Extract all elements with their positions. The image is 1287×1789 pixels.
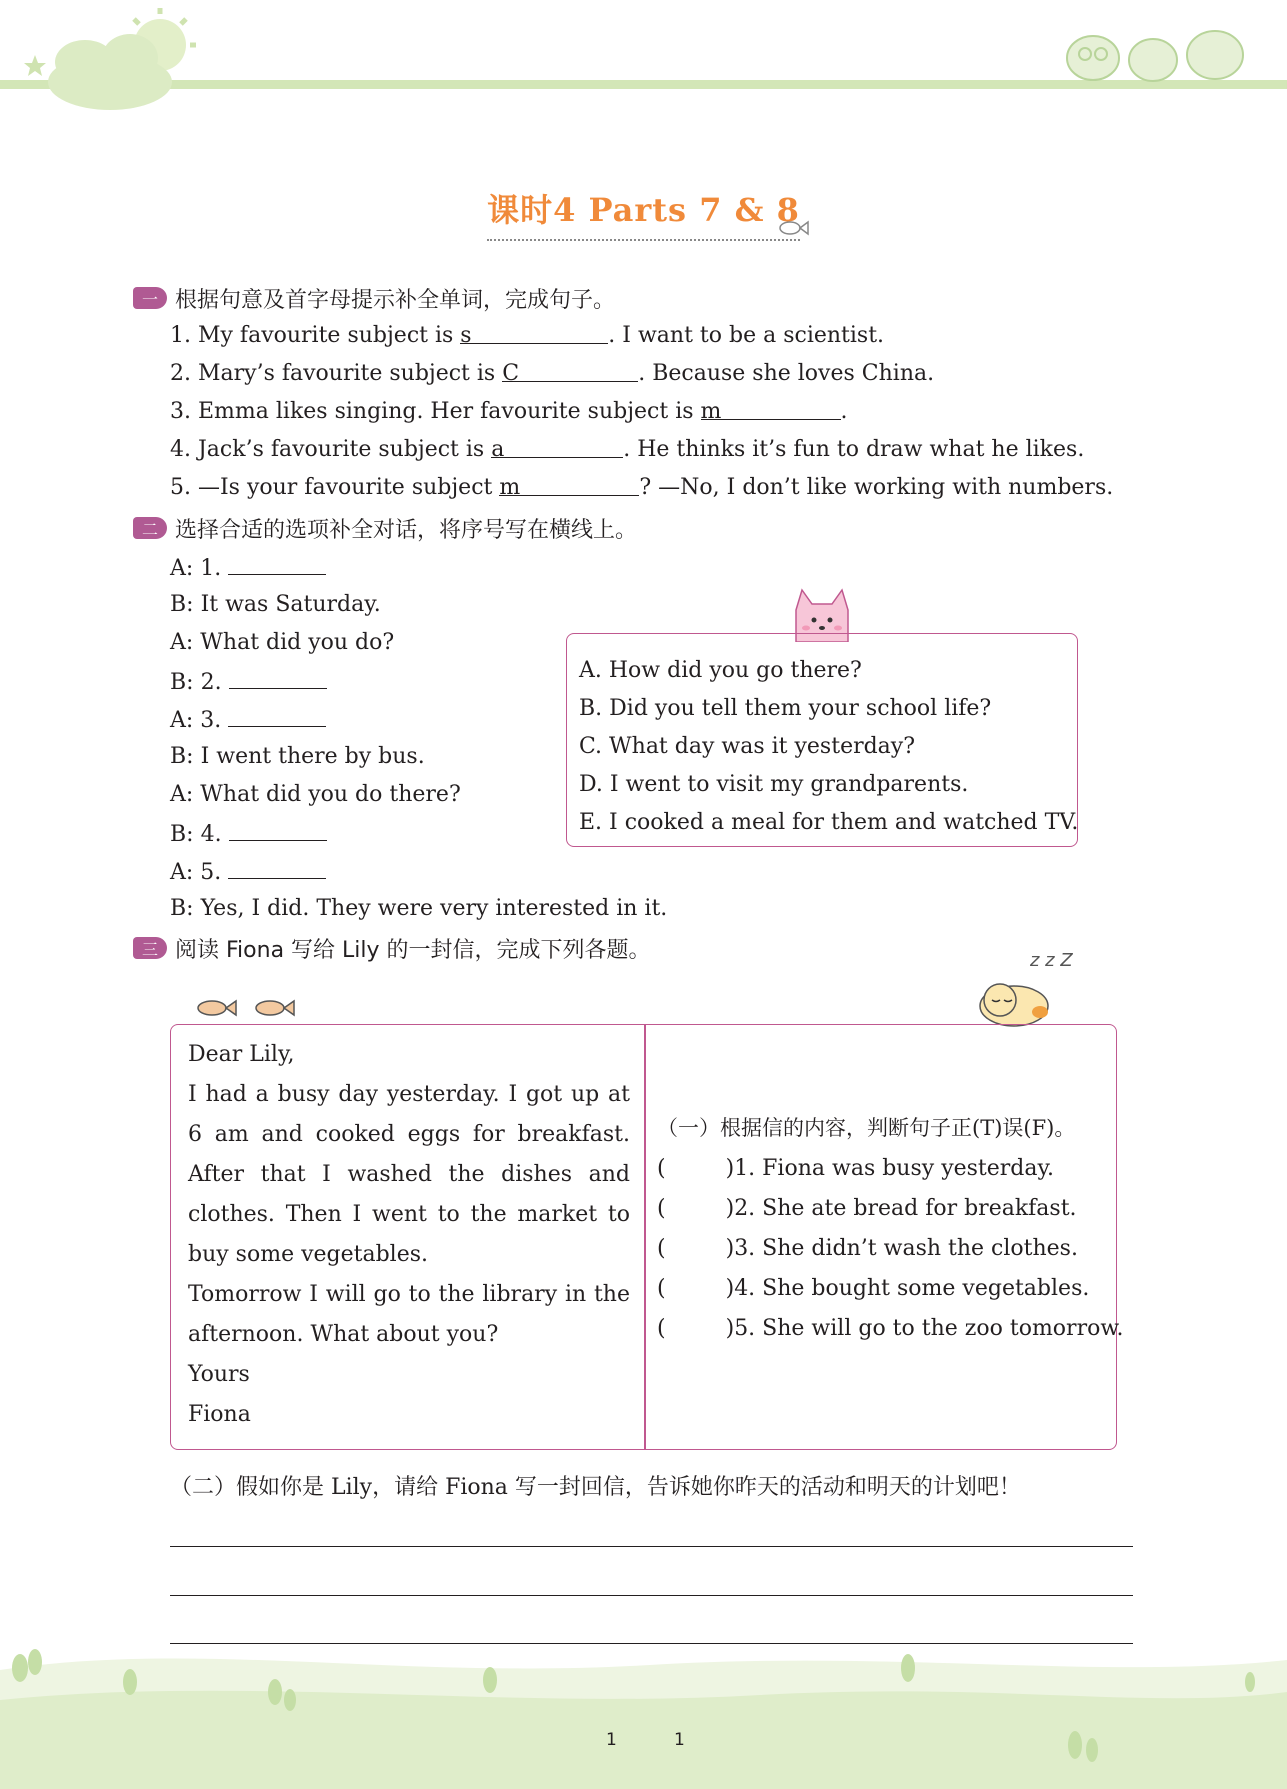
s1-item-2	[170, 359, 934, 389]
dialogue-blank-5[interactable]	[228, 856, 326, 879]
letter-line-7: Tomorrow I will go to the library in the	[188, 1282, 630, 1307]
footer-hills	[0, 1640, 1287, 1789]
section3-badge: 三	[133, 937, 167, 959]
dialogue-blank-1[interactable]	[228, 552, 326, 575]
page-title-wrap	[0, 185, 1287, 241]
tf-item-2: ( )2. She ate bread for breakfast.	[657, 1193, 1077, 1224]
tf-item-3: ( )3. She didn’t wash the clothes.	[657, 1233, 1078, 1264]
dialogue-line-7	[170, 780, 461, 810]
s1-item-4	[170, 435, 1084, 465]
tf-item-4-text: 4. She bought some vegetables.	[734, 1276, 1090, 1301]
s1-item-1-letter: s	[460, 323, 472, 348]
option-b: B. Did you tell them your school life?	[579, 696, 992, 721]
fish-icon	[776, 218, 810, 238]
s1-item-5	[170, 473, 1113, 503]
writing-line-1[interactable]	[170, 1546, 1133, 1547]
s1-item-4-post: . He thinks it’s fun to draw what he likes.	[623, 437, 1085, 462]
s1-item-5-blank[interactable]	[499, 473, 639, 500]
letter-line-5: clothes. Then I went to the market to	[188, 1202, 630, 1227]
s1-item-4-letter: a	[491, 437, 505, 462]
tf-answer-2[interactable]	[666, 1193, 726, 1215]
cat-faces-icon	[1067, 31, 1243, 81]
zzz-text: z z Z	[1030, 950, 1073, 971]
s1-item-3-text: 3. Emma likes singing. Her favourite subject is	[170, 399, 701, 424]
dialogue-text: B: Yes, I did. They were very interested in it.	[170, 896, 668, 921]
section1-heading	[133, 283, 615, 313]
dialogue-text: B: 2.	[170, 670, 229, 695]
dialogue-blank-3[interactable]	[228, 704, 326, 727]
s1-item-1-text: 1. My favourite subject is	[170, 323, 461, 348]
dialogue-blank-2[interactable]	[229, 666, 327, 689]
s1-item-2-text: 2. Mary’s favourite subject is	[170, 361, 503, 386]
letter-line-3: 6 am and cooked eggs for breakfast.	[188, 1122, 630, 1147]
letter-line-8: afternoon. What about you?	[188, 1322, 499, 1347]
star-icon	[24, 55, 46, 76]
dialogue-blank-4[interactable]	[229, 818, 327, 841]
tf-item-5: ( )5. She will go to the zoo tomorrow.	[657, 1313, 1124, 1344]
dialogue-line-4	[170, 666, 327, 698]
page-number-left: 1	[606, 1730, 617, 1750]
tf-item-4: ( )4. She bought some vegetables.	[657, 1273, 1089, 1304]
section1-badge: 一	[133, 287, 167, 309]
dialogue-line-6	[170, 742, 425, 772]
tf-answer-3[interactable]	[666, 1233, 726, 1255]
letter-line-4: After that I washed the dishes and	[188, 1162, 630, 1187]
section1-heading-text: 根据句意及首字母提示补全单词，完成句子。	[175, 287, 616, 313]
s1-item-4-text: 4. Jack’s favourite subject is	[170, 437, 492, 462]
s1-item-1-blank[interactable]	[460, 321, 608, 348]
letter-line-1: Dear Lily,	[188, 1042, 295, 1067]
part2-heading: （二）假如你是 Lily，请给 Fiona 写一封回信，告诉她你昨天的活动和明天的计划吧！	[170, 1475, 1021, 1500]
s1-item-1	[170, 321, 884, 351]
dialogue-text: B: 4.	[170, 822, 229, 847]
tf-item-1: ( )1. Fiona was busy yesterday.	[657, 1153, 1054, 1184]
s1-item-3	[170, 397, 848, 427]
s1-item-2-letter: C	[502, 361, 520, 386]
dialogue-text: A: 5.	[170, 860, 229, 885]
cloud-icon	[48, 34, 172, 110]
fish-pair-icon	[192, 996, 302, 1020]
section2-heading	[133, 513, 637, 543]
dialogue-line-5	[170, 704, 326, 736]
sleeping-cat-icon	[968, 968, 1080, 1028]
tf-item-5-text: 5. She will go to the zoo tomorrow.	[734, 1316, 1124, 1341]
part1-heading: （一）根据信的内容，判断句子正(T)误(F)。	[657, 1116, 1076, 1140]
dialogue-text: B: It was Saturday.	[170, 592, 381, 617]
letter-line-2: I had a busy day yesterday. I got up at	[188, 1082, 630, 1107]
dialogue-text: A: 1.	[170, 556, 229, 581]
tf-answer-1[interactable]	[666, 1153, 726, 1175]
header-decoration	[0, 0, 1287, 110]
dialogue-text: A: What did you do?	[170, 630, 395, 655]
s1-item-3-post: .	[840, 399, 848, 424]
dialogue-text: A: 3.	[170, 708, 229, 733]
s1-item-5-text: 5. —Is your favourite subject	[170, 475, 500, 500]
option-e: E. I cooked a meal for them and watched TV.	[579, 810, 1079, 835]
dialogue-line-2	[170, 590, 381, 620]
letter-signature: Fiona	[188, 1402, 251, 1427]
dialogue-line-10	[170, 894, 667, 924]
dialogue-line-1	[170, 552, 326, 584]
section2-badge: 二	[133, 517, 167, 539]
letter-divider	[644, 1025, 646, 1449]
option-d: D. I went to visit my grandparents.	[579, 772, 969, 797]
s1-item-5-letter: m	[499, 475, 521, 500]
letter-line-6: buy some vegetables.	[188, 1242, 429, 1267]
s1-item-1-post: . I want to be a scientist.	[608, 323, 885, 348]
option-c: C. What day was it yesterday?	[579, 734, 916, 759]
section3-heading	[133, 933, 651, 963]
dialogue-line-9	[170, 856, 326, 888]
section3-heading-text: 阅读 Fiona 写给 Lily 的一封信，完成下列各题。	[175, 937, 651, 963]
s1-item-3-blank[interactable]	[700, 397, 841, 424]
s1-item-2-blank[interactable]	[502, 359, 638, 386]
section2-heading-text: 选择合适的选项补全对话，将序号写在横线上。	[175, 517, 638, 543]
tf-item-1-text: 1. Fiona was busy yesterday.	[734, 1156, 1055, 1181]
writing-line-2[interactable]	[170, 1595, 1133, 1596]
page-number-right: 1	[674, 1730, 685, 1750]
option-a: A. How did you go there?	[579, 658, 862, 683]
letter-signoff: Yours	[188, 1362, 250, 1387]
tf-answer-4[interactable]	[666, 1273, 726, 1295]
tf-item-3-text: 3. She didn’t wash the clothes.	[734, 1236, 1078, 1261]
dialogue-text: A: What did you do there?	[170, 782, 461, 807]
dialogue-text: B: I went there by bus.	[170, 744, 425, 769]
page-title: 课时4 Parts 7 & 8	[487, 185, 800, 241]
dialogue-line-3	[170, 628, 394, 658]
s1-item-3-letter: m	[700, 399, 722, 424]
s1-item-4-blank[interactable]	[491, 435, 623, 462]
tf-item-2-text: 2. She ate bread for breakfast.	[734, 1196, 1077, 1221]
s1-item-2-post: . Because she loves China.	[638, 361, 935, 386]
s1-item-5-post: ? —No, I don’t like working with numbers.	[639, 475, 1114, 500]
tf-answer-5[interactable]	[666, 1313, 726, 1335]
dialogue-line-8	[170, 818, 327, 850]
